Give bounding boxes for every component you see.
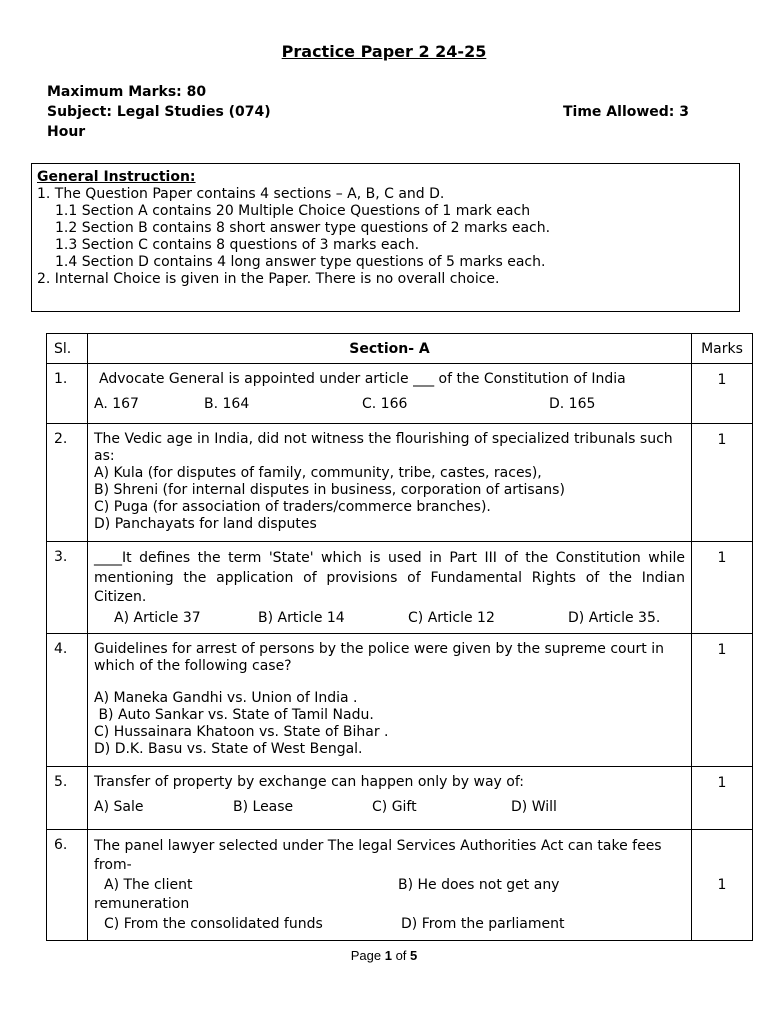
options-row: [94, 396, 685, 413]
question-text: Advocate General is appointed under article ___ of the Constitution of India: [99, 371, 626, 387]
page-number: 1: [384, 948, 392, 963]
marks-cell: 1: [692, 364, 753, 424]
option-d: D) Will: [511, 798, 557, 815]
marks-cell: 1: [692, 766, 753, 829]
marks-cell: 1: [692, 542, 753, 634]
option-c: C) Article 12: [408, 609, 495, 626]
marks-cell: 1: [692, 424, 753, 542]
instruction-line: 1. The Question Paper contains 4 sections – A, B, C and D.: [37, 186, 445, 202]
question-table: [46, 333, 753, 941]
question-cell: [88, 633, 692, 766]
question-cell: [88, 364, 692, 424]
question-text: The panel lawyer selected under The legal Services Authorities Act can take fees from-: [94, 837, 662, 873]
option-c: C) Gift: [372, 798, 417, 815]
option-d: D) D.K. Basu vs. State of West Bengal.: [94, 740, 363, 757]
question-number: 1.: [47, 364, 88, 424]
question-text: The Vedic age in India, did not witness the flourishing of specialized tribunals such as:: [94, 431, 673, 464]
options-row: [94, 799, 685, 816]
time-unit: Hour: [47, 124, 86, 140]
option-a: A) The client: [104, 876, 193, 893]
option-c: C) Puga (for association of traders/commerce branches).: [94, 499, 491, 515]
question-text: Transfer of property by exchange can happen only by way of:: [94, 773, 524, 790]
table-row: [47, 542, 753, 634]
question-cell: [88, 424, 692, 542]
options-row: [94, 610, 685, 627]
question-cell: [88, 542, 692, 634]
options-row: [94, 876, 685, 896]
table-row: [47, 424, 753, 542]
option-a: A) Article 37: [114, 609, 201, 626]
question-number: 6.: [47, 829, 88, 941]
question-number: 4.: [47, 633, 88, 766]
header-marks: Marks: [692, 334, 753, 364]
header-section: Section- A: [88, 334, 692, 364]
question-cell: [88, 766, 692, 829]
option-a: A. 167: [94, 396, 139, 412]
instruction-sub-line: 1.4 Section D contains 4 long answer type questions of 5 marks each.: [55, 254, 546, 270]
option-d: D) Article 35.: [568, 609, 661, 626]
table-row: [47, 633, 753, 766]
option-b: B. 164: [204, 396, 250, 412]
option-b: B) Auto Sankar vs. State of Tamil Nadu.: [94, 706, 374, 723]
option-c: C. 166: [362, 396, 408, 412]
instruction-sub-line: 1.2 Section B contains 8 short answer type questions of 2 marks each.: [55, 220, 551, 236]
page-footer: [0, 948, 768, 963]
header-sl: Sl.: [47, 334, 88, 364]
option-a: A) Kula (for disputes of family, community, tribe, castes, races),: [94, 465, 542, 481]
instruction-sub-line: 1.3 Section C contains 8 questions of 3 marks each.: [55, 237, 420, 253]
option-b: B) Article 14: [258, 609, 345, 626]
table-header-row: [47, 334, 753, 364]
option-b: B) Shreni (for internal disputes in business, corporation of artisans): [94, 482, 565, 498]
marks-cell: 1: [692, 829, 753, 941]
options-row: [94, 915, 685, 935]
option-d: D) Panchayats for land disputes: [94, 516, 317, 532]
table-row: [47, 829, 753, 941]
option-b: B) Lease: [233, 798, 294, 815]
subject: Subject: Legal Studies (074): [47, 104, 271, 120]
table-row: [47, 364, 753, 424]
general-instructions-box: [31, 163, 740, 312]
page-word: Page: [350, 948, 382, 963]
question-text: Guidelines for arrest of persons by the police were given by the supreme court in which of the following case?: [94, 640, 664, 674]
instruction-sub-line: 1.1 Section A contains 20 Multiple Choice Questions of 1 mark each: [55, 203, 531, 219]
instruction-line: 2. Internal Choice is given in the Paper. There is no overall choice.: [37, 271, 500, 287]
marks-cell: 1: [692, 633, 753, 766]
question-cell: [88, 829, 692, 941]
page-total: 5: [410, 948, 418, 963]
table-row: [47, 766, 753, 829]
question-text: ____It defines the term 'State' which is used in Part III of the Constitution while mentioning the application of provisions of Fundamental Rights of the Indian Citizen.: [94, 550, 685, 605]
of-word: of: [395, 948, 407, 963]
option-d: D) From the parliament: [401, 915, 565, 932]
question-number: 5.: [47, 766, 88, 829]
paper-title: Practice Paper 2 24-25: [281, 42, 487, 61]
max-marks: Maximum Marks: 80: [47, 84, 207, 100]
option-a: A) Maneka Gandhi vs. Union of India .: [94, 689, 358, 706]
option-b: B) He does not get any: [398, 876, 560, 893]
question-number: 2.: [47, 424, 88, 542]
question-number: 3.: [47, 542, 88, 634]
option-c: C) From the consolidated funds: [104, 915, 323, 932]
option-b-continuation: remuneration: [94, 896, 190, 912]
time-allowed: Time Allowed: 3: [563, 104, 690, 120]
option-d: D. 165: [549, 396, 596, 412]
option-c: C) Hussainara Khatoon vs. State of Bihar .: [94, 723, 389, 740]
option-a: A) Sale: [94, 798, 144, 815]
instructions-heading: General Instruction:: [37, 169, 196, 185]
